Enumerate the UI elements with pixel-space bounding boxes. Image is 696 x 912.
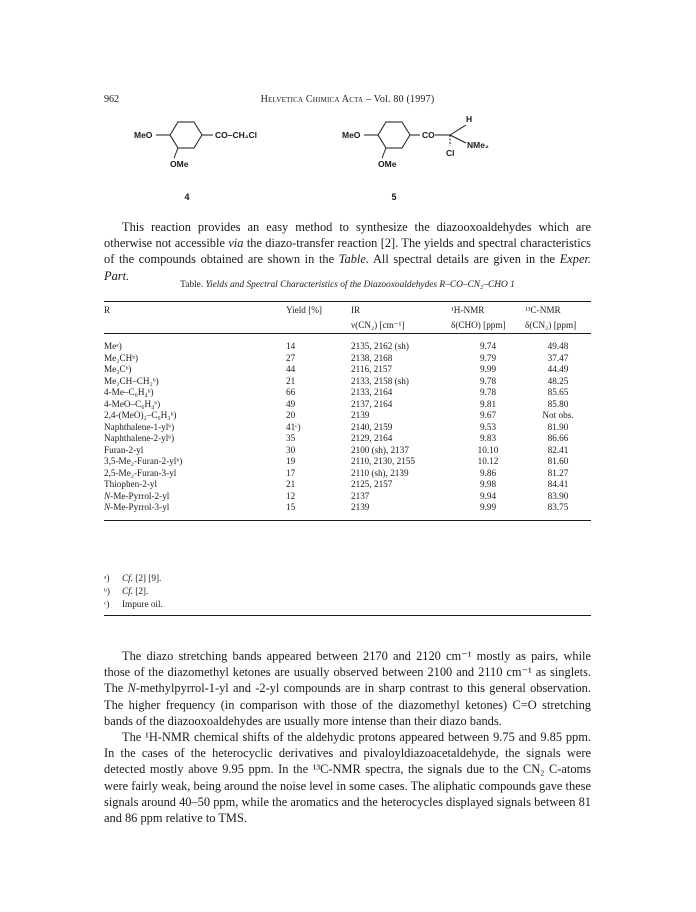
cell-r: Furan-2-yl: [104, 444, 144, 455]
table-row: [104, 456, 591, 468]
cell-hnmr: 9.99: [451, 502, 525, 520]
cell-yield: 41ᶜ): [286, 421, 301, 432]
cell-ir: 2110 (sh), 2139: [351, 467, 409, 478]
cell-yield: 12: [286, 490, 296, 501]
cell-ir: 2129, 2164: [351, 433, 393, 443]
benzene-ring-5: [378, 122, 410, 148]
cell-cnmr: 49.48: [547, 341, 569, 351]
table-row: [104, 422, 591, 434]
cell-yield: 14: [286, 341, 296, 351]
table-caption: [104, 280, 591, 290]
footnote-text: Cf. [2] [9].: [122, 573, 162, 583]
cell-r: Naphthalene-1-ylᵇ): [104, 421, 175, 432]
cell-yield: 30: [286, 444, 296, 455]
discussion-paragraphs: [104, 648, 591, 826]
cell-cnmr: 81.90: [547, 421, 569, 432]
footnote: [104, 598, 591, 611]
cell-r: Me₂CHᵇ): [104, 352, 139, 363]
table-row: [104, 399, 591, 411]
cell-yield: 27: [286, 352, 296, 363]
table-row: [104, 479, 591, 491]
cell-ir: 2140, 2159: [351, 421, 393, 432]
structure-5-ome: OMe: [378, 159, 397, 169]
table-row: [104, 376, 591, 388]
cell-ir: 2110, 2130, 2155: [351, 456, 415, 466]
cell-ir: 2116, 2157: [351, 364, 393, 374]
footnote: [104, 572, 591, 585]
cell-ir: 2100 (sh), 2137: [351, 444, 409, 455]
cell-ir: 2138, 2168: [351, 352, 393, 363]
structure-4-ome: OMe: [170, 159, 189, 169]
running-title: [104, 94, 591, 105]
cell-hnmr: 9.78: [479, 375, 497, 386]
text-run: This reaction provides an easy method to synthesize the diazooxoaldehydes which are otherwise not accessible: [104, 220, 591, 251]
cell-ir: 2125, 2157: [351, 479, 393, 489]
structure-5-h: H: [466, 114, 473, 124]
cell-ir: 2137, 2164: [351, 398, 393, 409]
structure-4: [134, 122, 257, 202]
cell-cnmr: 83.75: [525, 502, 591, 520]
col-subheader-ir: ν(CN₂) [cm⁻¹]: [351, 317, 451, 334]
table-header-row-2: [104, 317, 591, 334]
table-row: [104, 334, 591, 353]
col-header-r: R: [104, 302, 286, 318]
text-run: All spectral details are given in the: [368, 252, 560, 267]
table-row: [104, 491, 591, 503]
cell-cnmr: 81.60: [547, 456, 569, 466]
table-body: [104, 334, 591, 521]
col-header-ir: IR: [351, 302, 451, 318]
text-run: Table.: [338, 252, 369, 267]
cell-r: Thiophen-2-yl: [104, 479, 158, 489]
text-run: -methylpyrrol-1-yl and -2-yl compounds are in sharp contrast to this general observation. The higher frequency (in comparison with those of the diazomethyl ketones) C=O stretching bands of the diazooxoaldehydes are usually more intense than their diazo bands.: [104, 681, 591, 728]
cell-ir: 2139: [351, 502, 451, 520]
table-row: [104, 410, 591, 422]
text-run: Exper. Part.: [104, 252, 591, 283]
cell-ir: 2133, 2158 (sh): [351, 375, 409, 386]
intro-paragraph-text: [104, 219, 591, 284]
cell-hnmr: 9.98: [479, 479, 497, 489]
table-row: [104, 468, 591, 480]
table-row: [104, 502, 591, 520]
cell-cnmr: 83.90: [547, 490, 569, 501]
col-header-hnmr: ¹H-NMR: [451, 302, 525, 318]
cell-hnmr: 9.86: [479, 467, 497, 478]
cell-r: 4-Me–C₆H₄ᵇ): [104, 387, 154, 397]
col-subheader-yield: [286, 317, 351, 334]
cell-cnmr: 44.49: [547, 364, 569, 374]
structure-5: [342, 114, 489, 202]
cell-yield: 44: [286, 364, 296, 374]
discussion-paragraph: [104, 648, 591, 729]
structure-4-acyl: CO–CH₂Cl: [215, 130, 258, 140]
cell-yield: 35: [286, 433, 296, 443]
cell-r: Me₂CH–CH₂ᵇ): [104, 375, 159, 386]
page-number: 962: [104, 94, 119, 105]
compound-number-5: 5: [391, 192, 397, 202]
cell-ir: 2133, 2164: [351, 387, 393, 397]
cell-yield: 21: [286, 375, 296, 386]
chemical-structures: [104, 112, 591, 207]
table-caption-title: Yields and Spectral Characteristics of the Diazooxoaldehydes R–CO–CN₂–CHO 1: [205, 280, 515, 290]
discussion-paragraph: [104, 729, 591, 826]
col-header-cnmr: ¹³C-NMR: [525, 302, 591, 318]
text-run: The diazo stretching bands appeared between 2170 and 2120 cm⁻¹ mostly as pairs, while those of the diazomethyl ketones are usually observed between 2100 and 2110 cm⁻¹ as singlets. The: [104, 649, 591, 696]
cell-cnmr: 82.41: [547, 444, 569, 455]
table-row: [104, 445, 591, 457]
footnote-mark: ᶜ): [104, 599, 110, 609]
cell-cnmr: 85.65: [547, 387, 569, 397]
cell-cnmr: 85.80: [547, 398, 569, 409]
text-run: The ¹H-NMR chemical shifts of the aldehydic protons appeared between 9.75 and 9.85 ppm. In the cases of the heterocyclic derivatives and pivaloyldiazoacetaldehyde, the signals were detected mostly above 9.95 ppm. In the ¹³C-NMR spectra, the signals due to the CN₂ C-atoms were fairly weak, being around the noise level in some cases. The aliphatic compounds gave these signals around 40–50 ppm, while the aromatics and the heterocycles displayed signals between 81 and 86 ppm relative to TMS.: [104, 730, 591, 826]
cell-hnmr: 10.12: [477, 456, 499, 466]
cell-r: Meᵃ): [104, 341, 122, 351]
cell-r: Me₃Cᵇ): [104, 364, 132, 374]
cell-hnmr: 9.81: [479, 398, 497, 409]
cell-hnmr: 9.94: [479, 490, 497, 501]
col-subheader-r: [104, 317, 286, 334]
footnote: [104, 585, 591, 598]
footnote-mark: ᵃ): [104, 573, 110, 583]
table-footnotes: [104, 572, 591, 616]
structure-drawing: [104, 112, 591, 207]
structure-4-meo: MeO: [134, 130, 153, 140]
cell-hnmr: 10.10: [477, 444, 499, 455]
table-row: [104, 353, 591, 365]
table-caption-prefix: Table.: [180, 280, 204, 290]
col-subheader-hnmr: δ(CHO) [ppm]: [451, 317, 525, 334]
cell-hnmr: 9.78: [479, 387, 497, 397]
cell-yield: 49: [286, 398, 296, 409]
cell-cnmr: 84.41: [547, 479, 569, 489]
cell-yield: 19: [286, 456, 296, 466]
cell-hnmr: 9.83: [479, 433, 497, 443]
footnote-text: Impure oil.: [122, 599, 163, 609]
cell-cnmr: Not obs.: [542, 410, 574, 420]
col-header-yield: Yield [%]: [286, 302, 351, 318]
cell-ir: 2139: [351, 410, 370, 420]
cell-r: 3,5-Me₂-Furan-2-ylᵇ): [104, 456, 183, 466]
footnote-text: Cf. [2].: [122, 586, 149, 596]
cell-yield: 20: [286, 410, 296, 420]
cell-ir: 2135, 2162 (sh): [351, 341, 409, 351]
table-row: [104, 387, 591, 399]
table-row: [104, 364, 591, 376]
cell-yield: 21: [286, 479, 296, 489]
intro-paragraph: [104, 219, 591, 284]
cell-r: N-Me-Pyrrol-3-yl: [104, 502, 286, 520]
journal-name: Helvetica Chimica Acta: [260, 94, 364, 105]
text-run: the diazo-transfer reaction [2]. The yields and spectral characteristics of the compounds obtained are shown in the: [104, 236, 591, 267]
cell-hnmr: 9.67: [479, 410, 497, 420]
cell-hnmr: 9.53: [479, 421, 497, 432]
cell-hnmr: 9.79: [479, 352, 497, 363]
text-run: via: [228, 236, 244, 251]
structure-5-co: CO: [422, 130, 435, 140]
cell-ir: 2137: [351, 490, 370, 501]
table-header-row-1: [104, 302, 591, 318]
journal-volume: – Vol. 80 (1997): [365, 94, 435, 105]
cell-cnmr: 86.66: [547, 433, 569, 443]
footnote-mark: ᵇ): [104, 586, 110, 596]
cell-r: 2,4-(MeO)₂–C₆H₃ᵇ): [104, 410, 177, 420]
cell-r: Naphthalene-2-ylᵇ): [104, 433, 175, 443]
cell-r: 2,5-Me₂-Furan-3-yl: [104, 467, 177, 478]
cell-cnmr: 48.25: [547, 375, 569, 386]
cell-hnmr: 9.74: [479, 341, 497, 351]
compound-number-4: 4: [184, 192, 190, 202]
cell-cnmr: 37.47: [547, 352, 569, 363]
text-run: N: [127, 681, 136, 696]
structure-5-meo: MeO: [342, 130, 361, 140]
col-subheader-cnmr: δ(CN₂) [ppm]: [525, 317, 591, 334]
cell-r: 4-MeO–C₆H₄ᵇ): [104, 398, 161, 409]
cell-yield: 66: [286, 387, 296, 397]
spectral-data-table: [104, 301, 591, 521]
cell-yield: 17: [286, 467, 296, 478]
cell-hnmr: 9.99: [479, 364, 497, 374]
cell-cnmr: 81.27: [547, 467, 569, 478]
table-row: [104, 433, 591, 445]
cell-yield: 15: [286, 502, 351, 520]
structure-5-nme2: NMe₂: [467, 140, 489, 150]
cell-r: N-Me-Pyrrol-2-yl: [104, 490, 170, 501]
structure-5-cl: Cl: [446, 148, 455, 158]
